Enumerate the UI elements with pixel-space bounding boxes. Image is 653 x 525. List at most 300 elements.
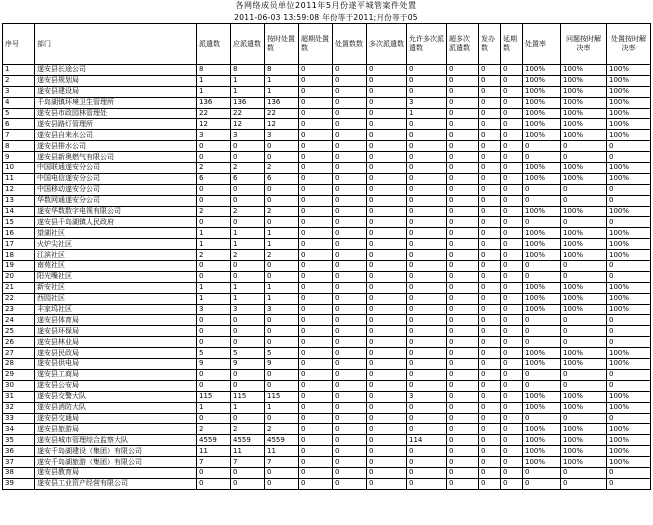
table-cell: 22 (231, 108, 265, 119)
table-cell: 0 (231, 413, 265, 424)
table-cell: 0 (333, 119, 367, 130)
table-cell: 0 (299, 271, 333, 282)
table-cell: 0 (447, 261, 479, 272)
header-cell: 问题按时解决率 (561, 24, 607, 65)
table-cell: 0 (479, 75, 501, 86)
table-cell: 9 (197, 359, 231, 370)
table-cell: 0 (479, 250, 501, 261)
table-cell: 0 (367, 173, 407, 184)
table-cell: 3 (3, 86, 35, 97)
table-cell: 35 (3, 435, 35, 446)
table-cell: 遂安县千岛湖镇人民政府 (35, 217, 197, 228)
table-cell: 1 (231, 402, 265, 413)
table-cell: 100% (561, 206, 607, 217)
table-cell: 7 (3, 130, 35, 141)
table-cell: 0 (447, 446, 479, 457)
table-cell: 37 (3, 457, 35, 468)
table-cell: 0 (479, 217, 501, 228)
table-cell: 0 (367, 467, 407, 478)
table-cell: 0 (501, 478, 523, 489)
table-cell: 0 (447, 413, 479, 424)
table-cell: 0 (299, 173, 333, 184)
table-cell: 0 (299, 206, 333, 217)
table-cell: 0 (479, 478, 501, 489)
table-cell: 0 (501, 326, 523, 337)
table-cell: 0 (607, 337, 651, 348)
table-cell: 100% (607, 348, 651, 359)
table-cell: 0 (501, 369, 523, 380)
table-cell: 0 (447, 86, 479, 97)
table-cell: 0 (333, 130, 367, 141)
table-cell: 遂安县长途公司 (35, 65, 197, 76)
table-cell: 0 (299, 141, 333, 152)
table-cell: 0 (479, 271, 501, 282)
table-cell: 0 (197, 413, 231, 424)
table-cell: 0 (197, 184, 231, 195)
table-cell: 0 (607, 478, 651, 489)
table-cell: 0 (407, 380, 447, 391)
header-cell: 应派遣数 (231, 24, 265, 65)
table-cell: 1 (231, 75, 265, 86)
table-cell: 1 (231, 282, 265, 293)
table-cell: 0 (479, 173, 501, 184)
table-cell: 100% (607, 108, 651, 119)
table-cell: 0 (333, 108, 367, 119)
table-cell: 0 (299, 261, 333, 272)
table-cell: 遂安县排水公司 (35, 141, 197, 152)
table-cell: 24 (3, 315, 35, 326)
table-cell: 0 (447, 304, 479, 315)
table-cell: 100% (607, 293, 651, 304)
table-cell: 0 (523, 380, 561, 391)
table-cell: 1 (197, 228, 231, 239)
table-cell: 0 (447, 457, 479, 468)
table-cell: 100% (561, 446, 607, 457)
table-cell: 0 (407, 282, 447, 293)
table-cell: 0 (299, 65, 333, 76)
table-cell: 100% (607, 435, 651, 446)
table-cell: 22 (265, 108, 299, 119)
table-cell: 0 (367, 391, 407, 402)
table-cell: 0 (447, 130, 479, 141)
table-cell: 0 (447, 359, 479, 370)
table-row (3, 282, 651, 293)
table-cell: 0 (407, 315, 447, 326)
table-cell: 21 (3, 282, 35, 293)
table-cell: 0 (367, 97, 407, 108)
table-cell: 100% (607, 97, 651, 108)
table-cell: 0 (501, 380, 523, 391)
table-cell: 2 (231, 206, 265, 217)
table-cell: 0 (479, 130, 501, 141)
table-cell: 0 (299, 75, 333, 86)
table-cell: 100% (607, 163, 651, 174)
table-cell: 1 (197, 282, 231, 293)
table-cell: 0 (479, 435, 501, 446)
table-cell: 3 (197, 130, 231, 141)
table-cell: 遂安县旅游局 (35, 424, 197, 435)
table-cell: 0 (523, 141, 561, 152)
table-cell: 0 (561, 261, 607, 272)
table-cell: 江滨社区 (35, 250, 197, 261)
table-cell: 0 (447, 141, 479, 152)
table-row (3, 228, 651, 239)
table-cell: 0 (501, 86, 523, 97)
table-cell: 100% (607, 402, 651, 413)
table-cell: 0 (333, 435, 367, 446)
table-cell: 0 (479, 304, 501, 315)
table-cell: 0 (231, 217, 265, 228)
table-cell: 0 (367, 435, 407, 446)
table-cell: 8 (3, 141, 35, 152)
table-cell: 0 (407, 152, 447, 163)
table-cell: 0 (367, 65, 407, 76)
table-cell: 0 (299, 348, 333, 359)
table-cell: 0 (265, 380, 299, 391)
table-cell: 南苑社区 (35, 261, 197, 272)
table-cell: 0 (501, 141, 523, 152)
table-cell: 0 (561, 184, 607, 195)
table-cell: 100% (523, 402, 561, 413)
table-cell: 0 (367, 424, 407, 435)
table-cell: 7 (231, 457, 265, 468)
table-cell: 0 (501, 293, 523, 304)
table-cell: 0 (479, 315, 501, 326)
table-cell: 100% (523, 446, 561, 457)
table-cell: 0 (501, 467, 523, 478)
table-cell: 38 (3, 467, 35, 478)
table-cell: 0 (367, 141, 407, 152)
table-cell: 0 (561, 217, 607, 228)
table-cell: 0 (407, 337, 447, 348)
header-cell: 部门 (35, 24, 197, 65)
table-cell: 0 (501, 391, 523, 402)
table-cell: 0 (407, 239, 447, 250)
table-cell: 0 (501, 261, 523, 272)
table-cell: 2 (265, 250, 299, 261)
table-cell: 0 (231, 315, 265, 326)
table-body (3, 65, 651, 490)
table-cell: 0 (367, 228, 407, 239)
table-cell: 0 (523, 184, 561, 195)
table-cell: 0 (479, 391, 501, 402)
table-cell: 0 (561, 478, 607, 489)
table-row (3, 184, 651, 195)
table-row (3, 163, 651, 174)
table-cell: 0 (501, 413, 523, 424)
table-cell: 0 (407, 293, 447, 304)
table-cell: 100% (523, 228, 561, 239)
table-cell: 0 (197, 315, 231, 326)
table-cell: 2 (197, 206, 231, 217)
table-cell: 1 (231, 293, 265, 304)
table-cell: 0 (367, 369, 407, 380)
table-cell: 28 (3, 359, 35, 370)
table-cell: 100% (523, 457, 561, 468)
table-cell: 0 (407, 130, 447, 141)
table-cell: 1 (407, 108, 447, 119)
header-cell: 超多次派遣数 (447, 24, 479, 65)
table-row (3, 119, 651, 130)
table-cell: 0 (197, 326, 231, 337)
table-row (3, 271, 651, 282)
table-row (3, 250, 651, 261)
table-cell: 0 (447, 239, 479, 250)
table-cell: 0 (447, 184, 479, 195)
table-cell: 0 (197, 337, 231, 348)
table-cell: 0 (299, 478, 333, 489)
table-cell: 0 (197, 369, 231, 380)
table-cell: 0 (501, 173, 523, 184)
table-cell: 千岛湖镇环境卫生管理所 (35, 97, 197, 108)
table-cell: 0 (407, 206, 447, 217)
table-cell: 0 (197, 152, 231, 163)
table-cell: 0 (447, 206, 479, 217)
table-cell: 0 (231, 184, 265, 195)
table-cell: 0 (265, 369, 299, 380)
table-cell: 0 (299, 217, 333, 228)
table-cell: 0 (447, 478, 479, 489)
table-cell: 0 (523, 369, 561, 380)
table-cell: 0 (231, 261, 265, 272)
table-cell: 115 (197, 391, 231, 402)
table-cell: 0 (299, 359, 333, 370)
table-cell: 0 (479, 446, 501, 457)
table-row (3, 152, 651, 163)
table-cell: 136 (231, 97, 265, 108)
table-cell: 12 (197, 119, 231, 130)
table-cell: 0 (523, 478, 561, 489)
table-cell: 0 (407, 228, 447, 239)
table-cell: 0 (479, 467, 501, 478)
table-cell: 0 (501, 195, 523, 206)
table-cell: 114 (407, 435, 447, 446)
table-cell: 0 (561, 369, 607, 380)
table-cell: 0 (607, 141, 651, 152)
table-cell: 0 (265, 141, 299, 152)
table-cell: 0 (333, 173, 367, 184)
table-cell: 1 (265, 239, 299, 250)
table-cell: 0 (501, 315, 523, 326)
table-cell: 12 (3, 184, 35, 195)
table-cell: 100% (523, 206, 561, 217)
table-cell: 0 (501, 402, 523, 413)
table-cell: 0 (479, 206, 501, 217)
table-cell: 0 (333, 86, 367, 97)
table-cell: 0 (607, 369, 651, 380)
table-cell: 0 (523, 337, 561, 348)
table-cell: 27 (3, 348, 35, 359)
table-cell: 2 (197, 424, 231, 435)
table-cell: 0 (299, 391, 333, 402)
table-cell: 0 (299, 97, 333, 108)
table-row (3, 75, 651, 86)
table-cell: 11 (265, 446, 299, 457)
table-cell: 3 (197, 304, 231, 315)
table-cell: 0 (479, 97, 501, 108)
table-cell: 20 (3, 271, 35, 282)
table-cell: 100% (523, 75, 561, 86)
table-cell: 100% (561, 228, 607, 239)
table-cell: 0 (231, 195, 265, 206)
table-cell: 100% (561, 86, 607, 97)
table-cell: 1 (265, 293, 299, 304)
table-cell: 0 (407, 413, 447, 424)
table-cell: 19 (3, 261, 35, 272)
table-cell: 0 (367, 217, 407, 228)
table-cell: 0 (367, 163, 407, 174)
table-cell: 2 (231, 250, 265, 261)
table-cell: 1 (197, 293, 231, 304)
table-cell: 0 (299, 130, 333, 141)
table-cell: 3 (407, 97, 447, 108)
table-cell: 100% (607, 239, 651, 250)
table-cell: 0 (407, 326, 447, 337)
table-cell: 4 (3, 97, 35, 108)
table-cell: 39 (3, 478, 35, 489)
table-cell: 0 (333, 228, 367, 239)
table-cell: 36 (3, 446, 35, 457)
table-cell: 0 (479, 184, 501, 195)
table-cell: 17 (3, 239, 35, 250)
table-cell: 0 (501, 348, 523, 359)
table-cell: 115 (265, 391, 299, 402)
table-cell: 0 (561, 326, 607, 337)
table-cell: 0 (447, 293, 479, 304)
table-cell: 0 (367, 108, 407, 119)
table-cell: 100% (561, 65, 607, 76)
table-cell: 100% (561, 402, 607, 413)
table-cell: 0 (265, 315, 299, 326)
table-cell: 0 (501, 337, 523, 348)
table-cell: 115 (231, 391, 265, 402)
table-cell: 0 (447, 391, 479, 402)
table-cell: 0 (447, 75, 479, 86)
table-cell: 9 (231, 359, 265, 370)
table-cell: 0 (523, 271, 561, 282)
table-cell: 100% (561, 173, 607, 184)
table-cell: 0 (333, 348, 367, 359)
table-cell: 0 (607, 217, 651, 228)
table-cell: 0 (231, 467, 265, 478)
table-cell: 0 (367, 326, 407, 337)
table-cell: 遂安县市政园林管理处 (35, 108, 197, 119)
table-cell: 0 (407, 217, 447, 228)
table-cell: 100% (561, 293, 607, 304)
table-cell: 100% (523, 97, 561, 108)
table-cell: 2 (265, 163, 299, 174)
table-cell: 0 (333, 250, 367, 261)
table-cell: 100% (523, 86, 561, 97)
table-cell: 100% (523, 163, 561, 174)
table-cell: 8 (197, 65, 231, 76)
table-cell: 0 (501, 119, 523, 130)
table-cell: 2 (265, 424, 299, 435)
table-cell: 0 (479, 163, 501, 174)
table-row (3, 457, 651, 468)
table-cell: 100% (607, 75, 651, 86)
table-cell: 23 (3, 304, 35, 315)
table-cell: 0 (501, 250, 523, 261)
table-cell: 0 (479, 86, 501, 97)
table-cell: 0 (501, 65, 523, 76)
table-cell: 0 (231, 141, 265, 152)
table-cell: 0 (367, 293, 407, 304)
table-cell: 0 (523, 315, 561, 326)
table-cell: 6 (3, 119, 35, 130)
table-cell: 0 (333, 152, 367, 163)
table-cell: 0 (197, 467, 231, 478)
table-row (3, 413, 651, 424)
table-cell: 0 (367, 75, 407, 86)
table-cell: 11 (3, 173, 35, 184)
table-cell: 0 (607, 467, 651, 478)
table-cell: 1 (3, 65, 35, 76)
table-cell: 1 (231, 86, 265, 97)
table-cell: 11 (231, 446, 265, 457)
table-cell: 10 (3, 163, 35, 174)
table-cell: 0 (367, 184, 407, 195)
table-row (3, 304, 651, 315)
table-cell: 0 (607, 380, 651, 391)
table-cell: 3 (231, 304, 265, 315)
table-cell: 0 (447, 250, 479, 261)
table-cell: 0 (367, 359, 407, 370)
table-cell: 0 (299, 152, 333, 163)
table-cell: 100% (561, 457, 607, 468)
table-cell: 0 (407, 141, 447, 152)
table-row (3, 478, 651, 489)
table-cell: 0 (333, 391, 367, 402)
table-cell: 0 (447, 228, 479, 239)
table-cell: 0 (501, 97, 523, 108)
table-cell: 0 (447, 348, 479, 359)
table-cell: 100% (607, 86, 651, 97)
table-cell: 100% (561, 424, 607, 435)
table-cell: 0 (447, 217, 479, 228)
table-cell: 0 (299, 467, 333, 478)
table-cell: 100% (607, 250, 651, 261)
table-cell: 0 (367, 271, 407, 282)
table-cell: 0 (333, 457, 367, 468)
table-cell: 0 (479, 369, 501, 380)
table-cell: 7 (197, 457, 231, 468)
table-cell: 0 (265, 184, 299, 195)
table-cell: 0 (367, 250, 407, 261)
header-cell: 按时处置数 (265, 24, 299, 65)
table-cell: 0 (561, 141, 607, 152)
table-cell: 0 (407, 478, 447, 489)
table-cell: 0 (265, 195, 299, 206)
table-cell: 30 (3, 380, 35, 391)
table-row (3, 467, 651, 478)
table-cell: 100% (561, 108, 607, 119)
table-cell: 31 (3, 391, 35, 402)
table-cell: 136 (265, 97, 299, 108)
table-cell: 0 (333, 369, 367, 380)
table-cell: 0 (407, 348, 447, 359)
table-cell: 遂安县体育局 (35, 315, 197, 326)
header-cell: 延期数 (501, 24, 523, 65)
table-cell: 12 (265, 119, 299, 130)
table-row (3, 446, 651, 457)
table-cell: 遂安县自来水公司 (35, 130, 197, 141)
table-cell: 0 (197, 380, 231, 391)
table-cell: 100% (607, 457, 651, 468)
report-subtitle: 2011-06-03 13:59:08 年份等于2011;月份等于05 (234, 13, 418, 22)
table-cell: 0 (501, 184, 523, 195)
table-cell: 22 (3, 293, 35, 304)
